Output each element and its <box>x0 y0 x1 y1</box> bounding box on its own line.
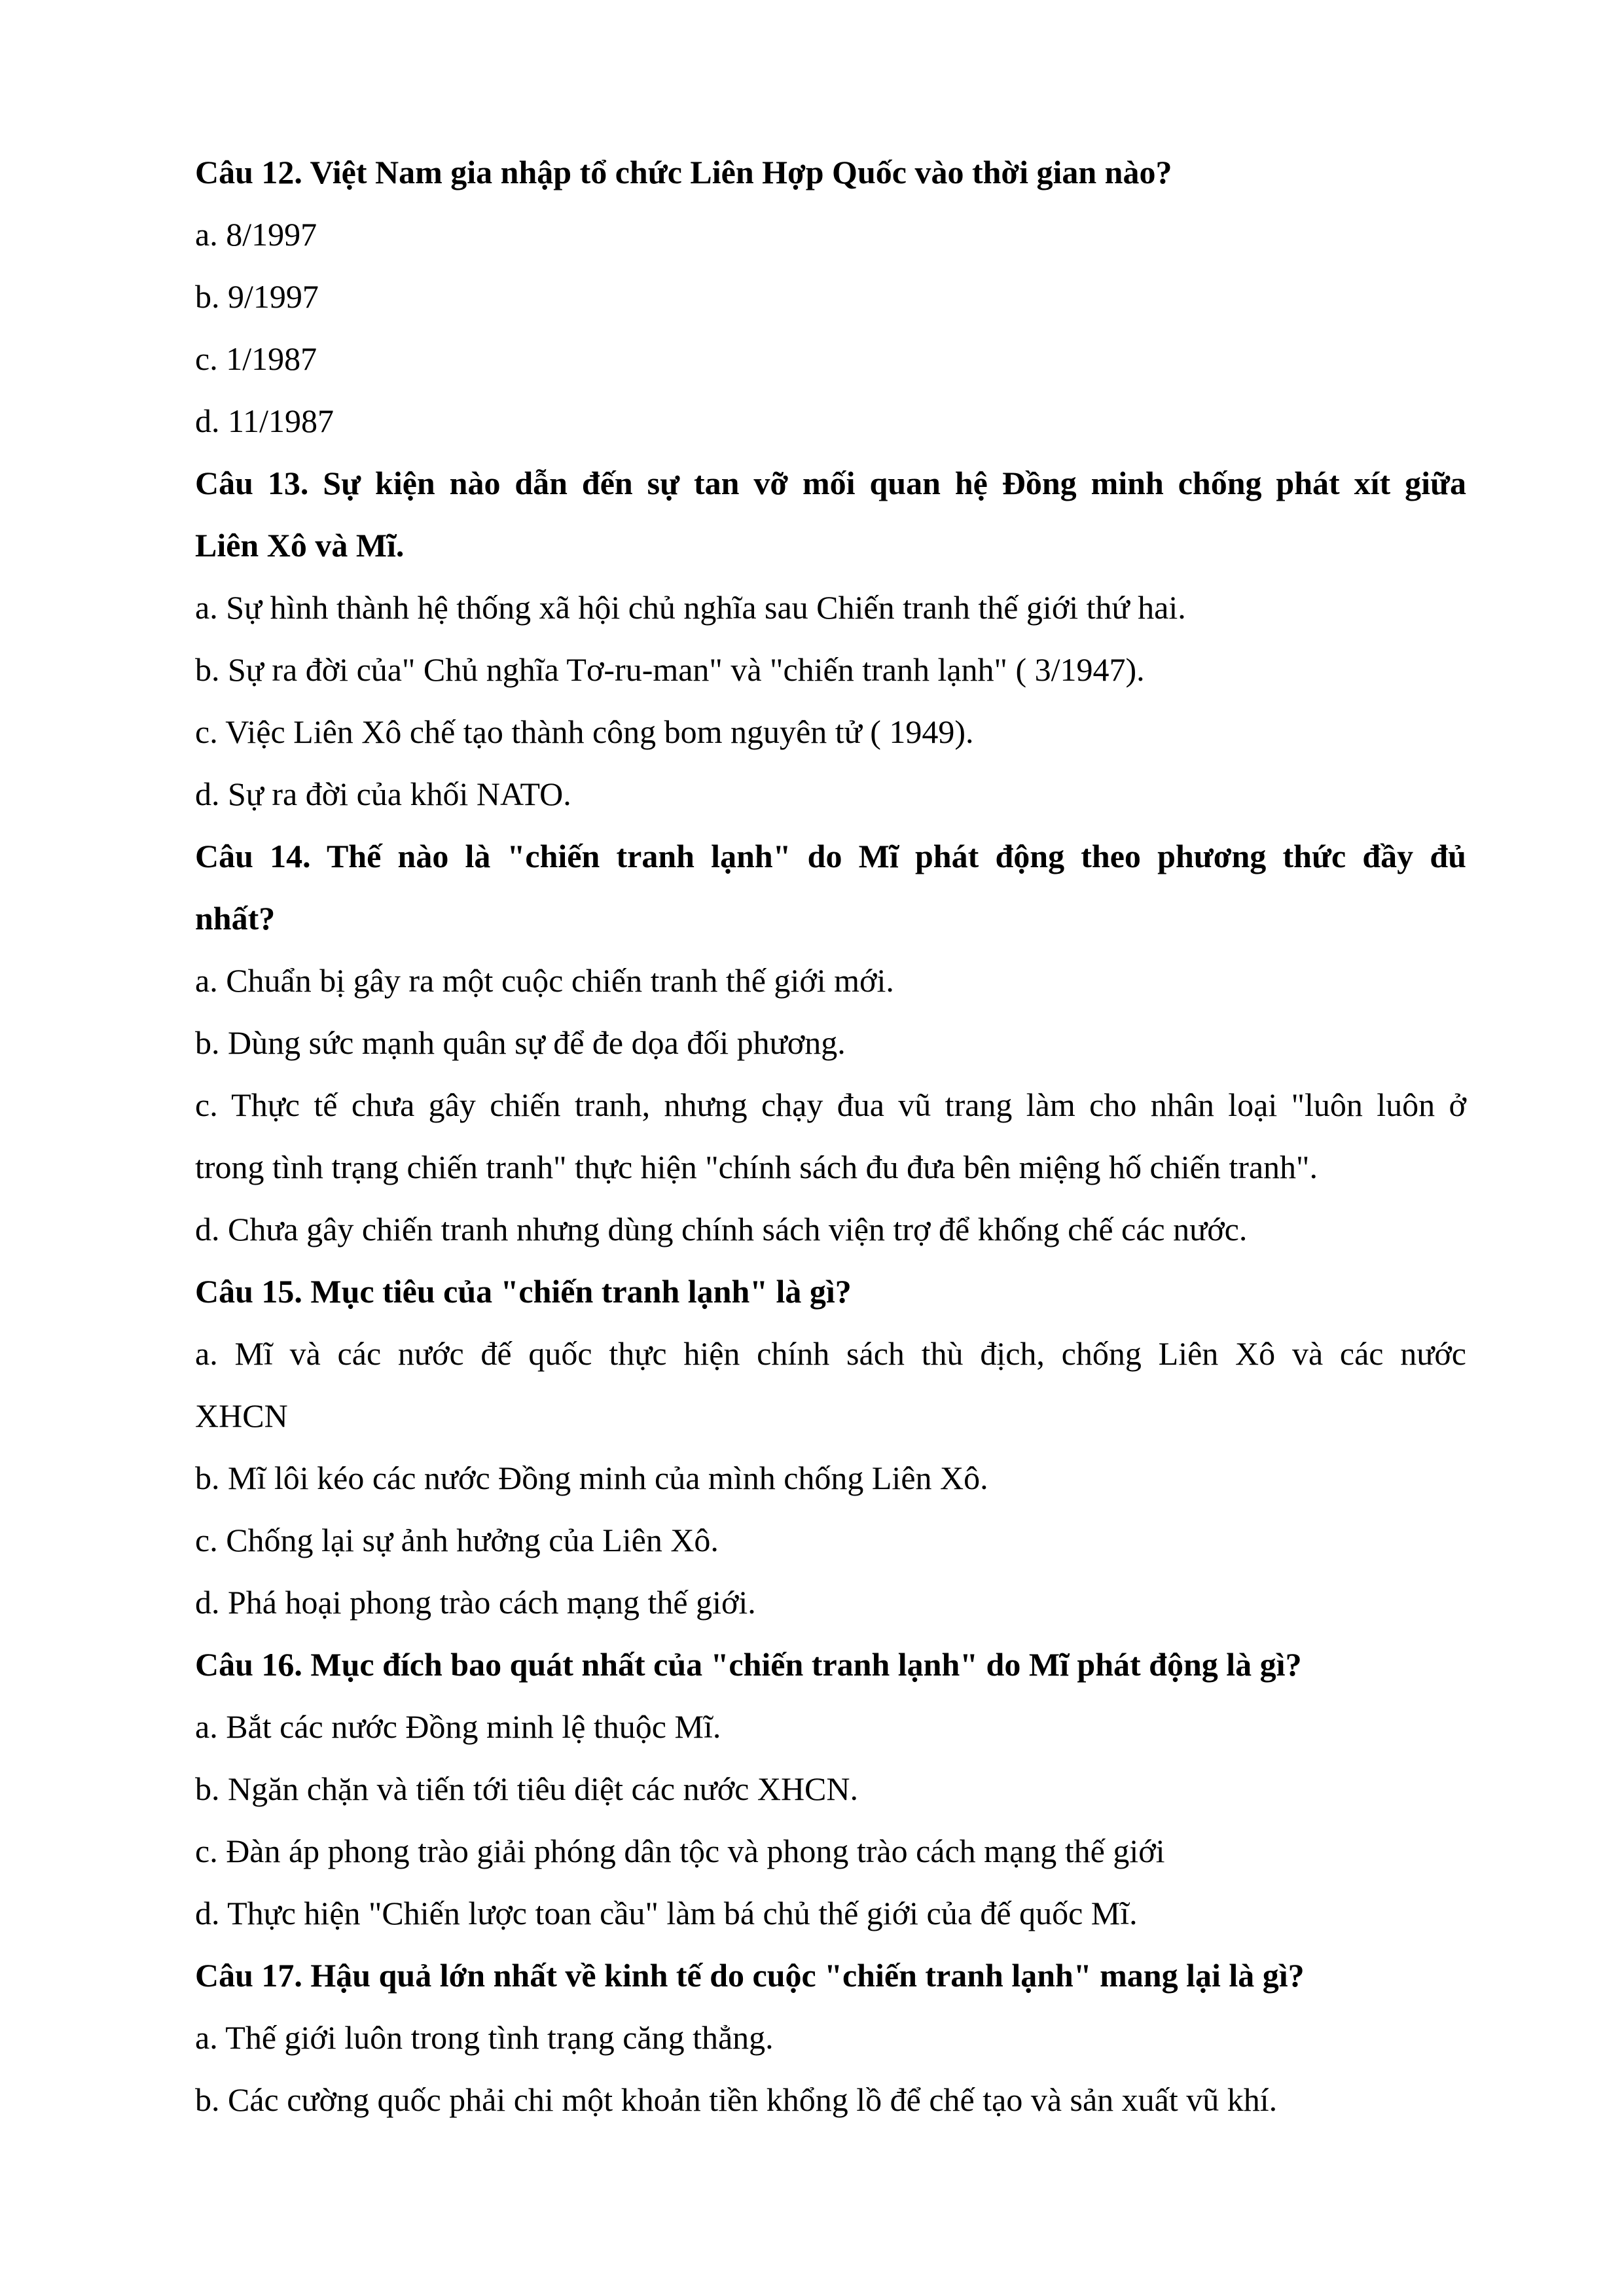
option-a-line: a. Bắt các nước Đồng minh lệ thuộc Mĩ. <box>195 1708 721 1745</box>
document-text <box>195 141 1466 2131</box>
option-c-line: c. Thực tế chưa gây chiến tranh, nhưng chạy đua vũ trang làm cho nhân loại "luôn luôn ở <box>195 1086 1466 1123</box>
option-b-line: b. Sự ra đời của" Chủ nghĩa Tơ-ru-man" và "chiến tranh lạnh" ( 3/1947). <box>195 651 1145 688</box>
option-c-line: c. Chống lại sự ảnh hưởng của Liên Xô. <box>195 1522 719 1558</box>
question-17 <box>195 1945 1466 2131</box>
option-d-line: d. Sự ra đời của khối NATO. <box>195 776 571 812</box>
option-a-line: a. Sự hình thành hệ thống xã hội chủ nghĩa sau Chiến tranh thế giới thứ hai. <box>195 589 1186 626</box>
option-c-line: c. 1/1987 <box>195 340 317 377</box>
option-c-line: c. Việc Liên Xô chế tạo thành công bom nguyên tử ( 1949). <box>195 713 974 750</box>
question-heading-line: Câu 15. Mục tiêu của "chiến tranh lạnh" là gì? <box>195 1273 852 1310</box>
option-b-line: b. Các cường quốc phải chi một khoản tiền khổng lồ để chế tạo và sản xuất vũ khí. <box>195 2081 1278 2118</box>
option-c-line: c. Đàn áp phong trào giải phóng dân tộc và phong trào cách mạng thế giới <box>195 1833 1165 1869</box>
question-13 <box>195 452 1466 825</box>
option-d-line: d. Phá hoại phong trào cách mạng thế giới. <box>195 1584 756 1621</box>
option-a-line: a. Thế giới luôn trong tình trạng căng thẳng. <box>195 2019 774 2056</box>
option-a-line: a. Chuẩn bị gây ra một cuộc chiến tranh thế giới mới. <box>195 962 894 999</box>
option-a-line: XHCN <box>195 1397 288 1434</box>
option-a-line: a. Mĩ và các nước đế quốc thực hiện chính sách thù địch, chống Liên Xô và các nước <box>195 1335 1466 1372</box>
option-c-line: trong tình trạng chiến tranh" thực hiện "chính sách đu đưa bên miệng hố chiến tranh". <box>195 1149 1318 1185</box>
question-14 <box>195 825 1466 1261</box>
option-b-line: b. Mĩ lôi kéo các nước Đồng minh của mình chống Liên Xô. <box>195 1460 988 1496</box>
option-b-line: b. 9/1997 <box>195 278 319 315</box>
question-heading-line: Câu 16. Mục đích bao quát nhất của "chiến tranh lạnh" do Mĩ phát động là gì? <box>195 1646 1302 1683</box>
question-12 <box>195 141 1466 452</box>
option-d-line: d. 11/1987 <box>195 403 334 439</box>
option-a-line: a. 8/1997 <box>195 216 317 253</box>
question-heading-line: Câu 12. Việt Nam gia nhập tổ chức Liên Hợp Quốc vào thời gian nào? <box>195 154 1172 190</box>
option-d-line: d. Thực hiện "Chiến lược toan cầu" làm bá chủ thế giới của đế quốc Mĩ. <box>195 1895 1138 1931</box>
question-heading-line: Câu 13. Sự kiện nào dẫn đến sự tan vỡ mối quan hệ Đồng minh chống phát xít giữa <box>195 465 1466 501</box>
option-b-line: b. Ngăn chặn và tiến tới tiêu diệt các nước XHCN. <box>195 1770 859 1807</box>
question-heading-line: Câu 14. Thế nào là "chiến tranh lạnh" do Mĩ phát động theo phương thức đầy đủ <box>195 838 1466 874</box>
option-b-line: b. Dùng sức mạnh quân sự để đe dọa đối phương. <box>195 1024 846 1061</box>
question-heading-line: Câu 17. Hậu quả lớn nhất về kinh tế do cuộc "chiến tranh lạnh" mang lại là gì? <box>195 1957 1305 1994</box>
question-heading-line: nhất? <box>195 900 276 937</box>
question-heading-line: Liên Xô và Mĩ. <box>195 527 405 564</box>
question-15 <box>195 1261 1466 1634</box>
question-16 <box>195 1634 1466 1945</box>
option-d-line: d. Chưa gây chiến tranh nhưng dùng chính sách viện trợ để khống chế các nước. <box>195 1211 1248 1247</box>
